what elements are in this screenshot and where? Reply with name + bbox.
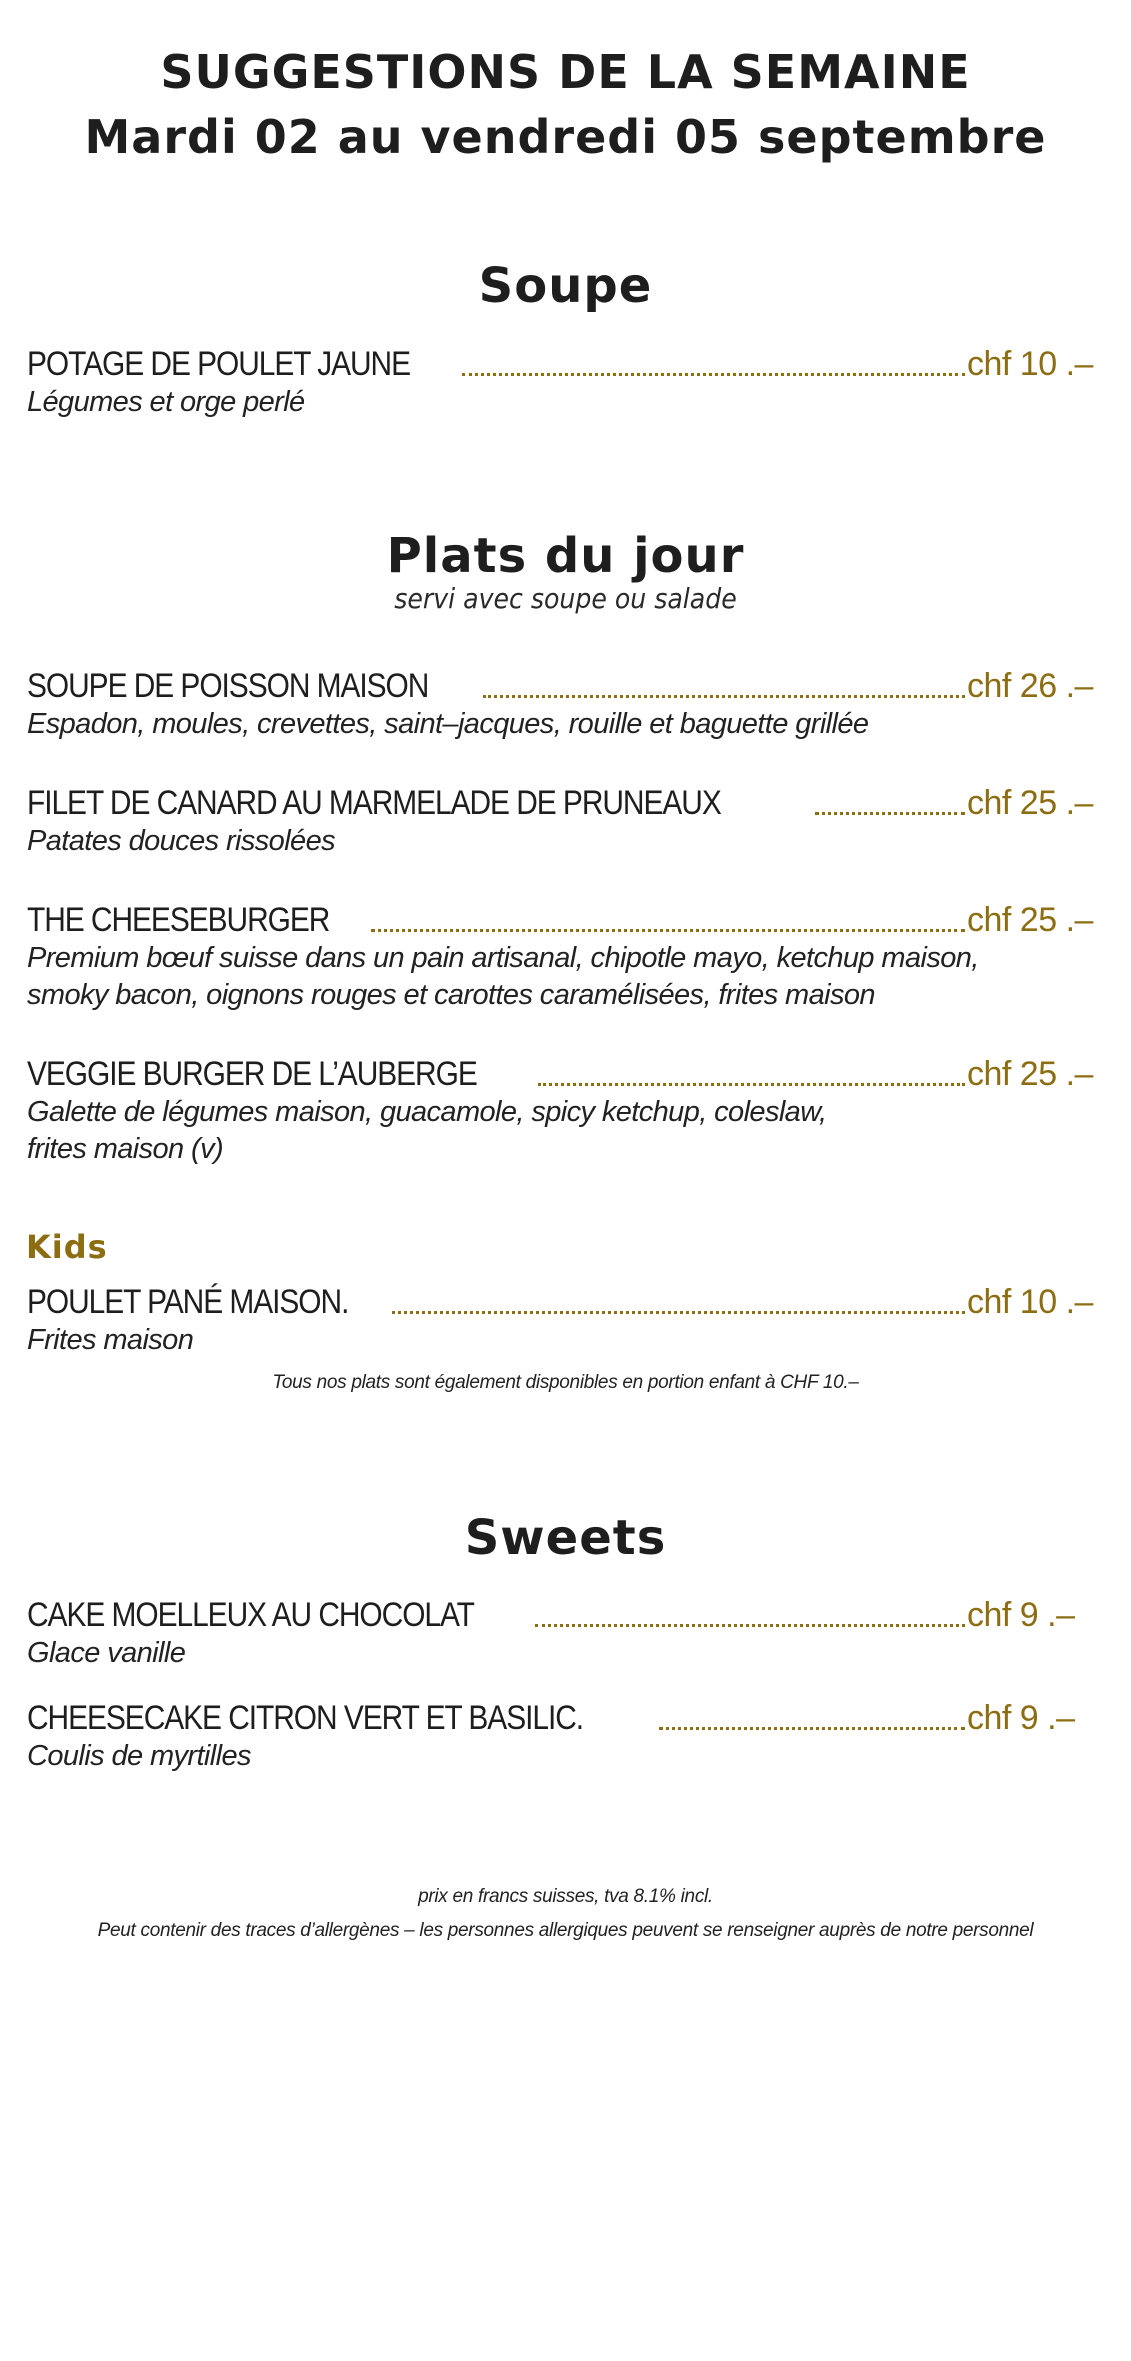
dot-leader [538, 1083, 965, 1086]
item-price: chf 9 .– [967, 1596, 1075, 1634]
menu-item [27, 662, 1093, 743]
section-title-sweets: Sweets [464, 1510, 667, 1566]
item-description: Premium bœuf suisse dans un pain artisanal, chipotle mayo, ketchup maison, [27, 942, 979, 974]
item-price: chf 10 .– [967, 345, 1093, 383]
dot-leader [815, 812, 965, 815]
item-description: Légumes et orge perlé [27, 386, 305, 418]
dot-leader [535, 1624, 965, 1627]
dot-leader [659, 1727, 965, 1730]
item-description: frites maison (v) [27, 1133, 224, 1165]
item-name: VEGGIE BURGER DE L’AUBERGE [27, 1055, 477, 1093]
section-title-plats: Plats du jour [386, 528, 745, 584]
dot-leader [462, 373, 965, 376]
footer-price-note: prix en francs suisses, tva 8.1% incl. [418, 1886, 713, 1907]
item-name: FILET DE CANARD AU MARMELADE DE PRUNEAUX [27, 784, 721, 822]
item-description: smoky bacon, oignons rouges et carottes caramélisées, frites maison [27, 979, 875, 1011]
menu-item [27, 1694, 1087, 1775]
menu-item [27, 779, 1093, 860]
menu-item [27, 1050, 1093, 1168]
item-description: Patates douces rissolées [27, 825, 335, 857]
item-price: chf 9 .– [967, 1699, 1075, 1737]
item-description: Frites maison [27, 1324, 194, 1356]
item-description: Galette de légumes maison, guacamole, spicy ketchup, coleslaw, [27, 1096, 827, 1128]
item-price: chf 25 .– [967, 1055, 1093, 1093]
item-name: CHEESECAKE CITRON VERT ET BASILIC. [27, 1699, 584, 1737]
item-price: chf 25 .– [967, 784, 1093, 822]
item-price: chf 25 .– [967, 901, 1093, 939]
menu-item [27, 340, 1093, 421]
section-subtitle-plats: servi avec soupe ou salade [394, 582, 737, 615]
dot-leader [392, 1311, 965, 1314]
section-title-kids: Kids [26, 1228, 108, 1266]
dot-leader [483, 695, 965, 698]
item-name: SOUPE DE POISSON MAISON [27, 667, 429, 705]
menu-title: SUGGESTIONS DE LA SEMAINE [160, 45, 971, 99]
item-price: chf 26 .– [967, 667, 1093, 705]
item-name: CAKE MOELLEUX AU CHOCOLAT [27, 1596, 474, 1634]
section-title-soupe: Soupe [478, 258, 653, 314]
menu-header [0, 40, 1131, 170]
item-name: THE CHEESEBURGER [27, 901, 330, 939]
menu-item [27, 1591, 1087, 1672]
item-name: POTAGE DE POULET JAUNE [27, 345, 411, 383]
item-description: Coulis de myrtilles [27, 1740, 251, 1772]
kids-note: Tous nos plats sont également disponibles en portion enfant à CHF 10.– [272, 1372, 859, 1393]
item-price: chf 10 .– [967, 1283, 1093, 1321]
menu-dates: Mardi 02 au vendredi 05 septembre [84, 110, 1047, 164]
menu-item [27, 1278, 1093, 1359]
footer-allergen-note: Peut contenir des traces d’allergènes – les personnes allergiques peuvent se renseigner auprès de notre personnel [97, 1920, 1034, 1941]
dot-leader [371, 929, 965, 932]
item-description: Espadon, moules, crevettes, saint–jacques, rouille et baguette grillée [27, 708, 869, 740]
item-description: Glace vanille [27, 1637, 186, 1669]
item-name: POULET PANÉ MAISON. [27, 1283, 349, 1321]
menu-item [27, 896, 1093, 1014]
